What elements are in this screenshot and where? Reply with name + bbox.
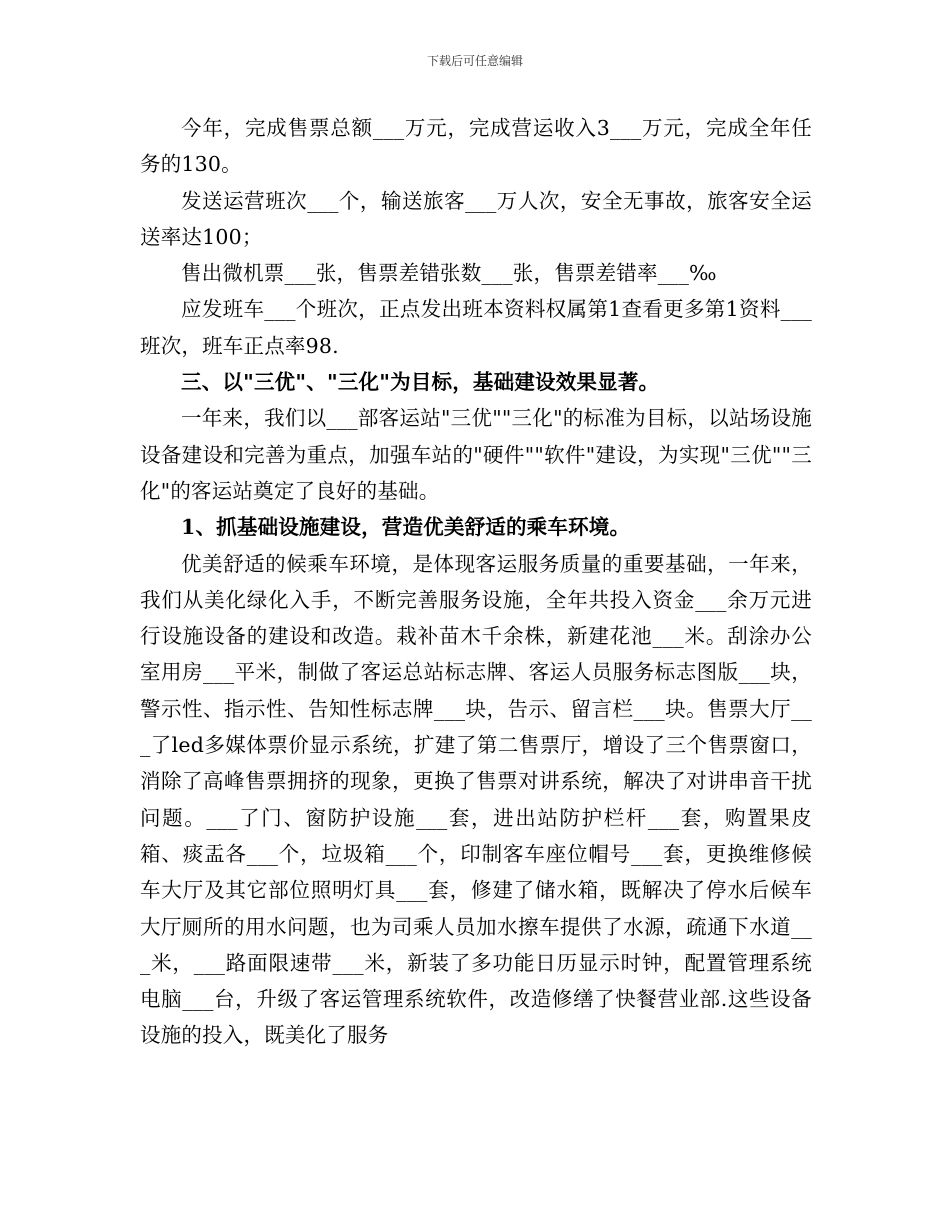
page-header: 下载后可任意编辑 xyxy=(426,54,523,68)
document-body xyxy=(140,110,812,1054)
paragraph-infrastructure-intro: 一年来，我们以___部客运站"三优""三化"的标准为目标，以站场设施设备建设和完善为重点，加强车站的"硬件""软件"建设，为实现"三优""三化"的客运站奠定了良好的基础。 xyxy=(140,406,812,503)
paragraph-ticket-stats: 售出微机票___张，售票差错张数___张，售票差错率___‰ xyxy=(181,261,717,286)
section-heading-infrastructure: 三、以"三优"、"三化"为目标，基础建设效果显著。 xyxy=(181,370,660,395)
subsection-heading-facilities: 1、抓基础设施建设，营造优美舒适的乘车环境。 xyxy=(181,515,631,540)
paragraph-facilities-detail: 优美舒适的候乘车环境，是体现客运服务质量的重要基础，一年来，我们从美化绿化入手，不断完善服务设施，全年共投入资金___余万元进行设施设备的建设和改造。栽补苗木千余株，新建花池___米。刮涂办公室用房___平米，制做了客运总站标志牌、客运人员服务标志图版___块，警示性、指示性、告知性标志牌___块，告示、留言栏___块。售票大厅___了led多媒体票价显示系统，扩建了第二售票厅，增设了三个售票窗口，消除了高峰售票拥挤的现象，更换了售票对讲系统，解决了对讲串音干扰问题。___了门、窗防护设施___套，进出站防护栏杆___套，购置果皮箱、痰盂各___个，垃圾箱___个，印制客车座位帽号___套，更换维修候车大厅及其它部位照明灯具___套，修建了储水箱，既解决了停水后候车大厅厕所的用水问题，也为司乘人员加水擦车提供了水源，疏通下水道___米，___路面限速带___米，新装了多功能日历显示时钟，配置管理系统电脑___台，升级了客运管理系统软件，改造修缮了快餐营业部.这些设备设施的投入，既美化了服务 xyxy=(140,551,812,1048)
paragraph-punctuality: 应发班车___个班次，正点发出班本资料权属第1查看更多第1资料___班次，班车正点率98. xyxy=(140,297,812,358)
paragraph-sales-summary: 今年，完成售票总额___万元，完成营运收入3___万元，完成全年任务的130。 xyxy=(140,116,812,177)
paragraph-transport-stats: 发送运营班次___个，输送旅客___万人次，安全无事故，旅客安全运送率达100； xyxy=(140,188,812,249)
